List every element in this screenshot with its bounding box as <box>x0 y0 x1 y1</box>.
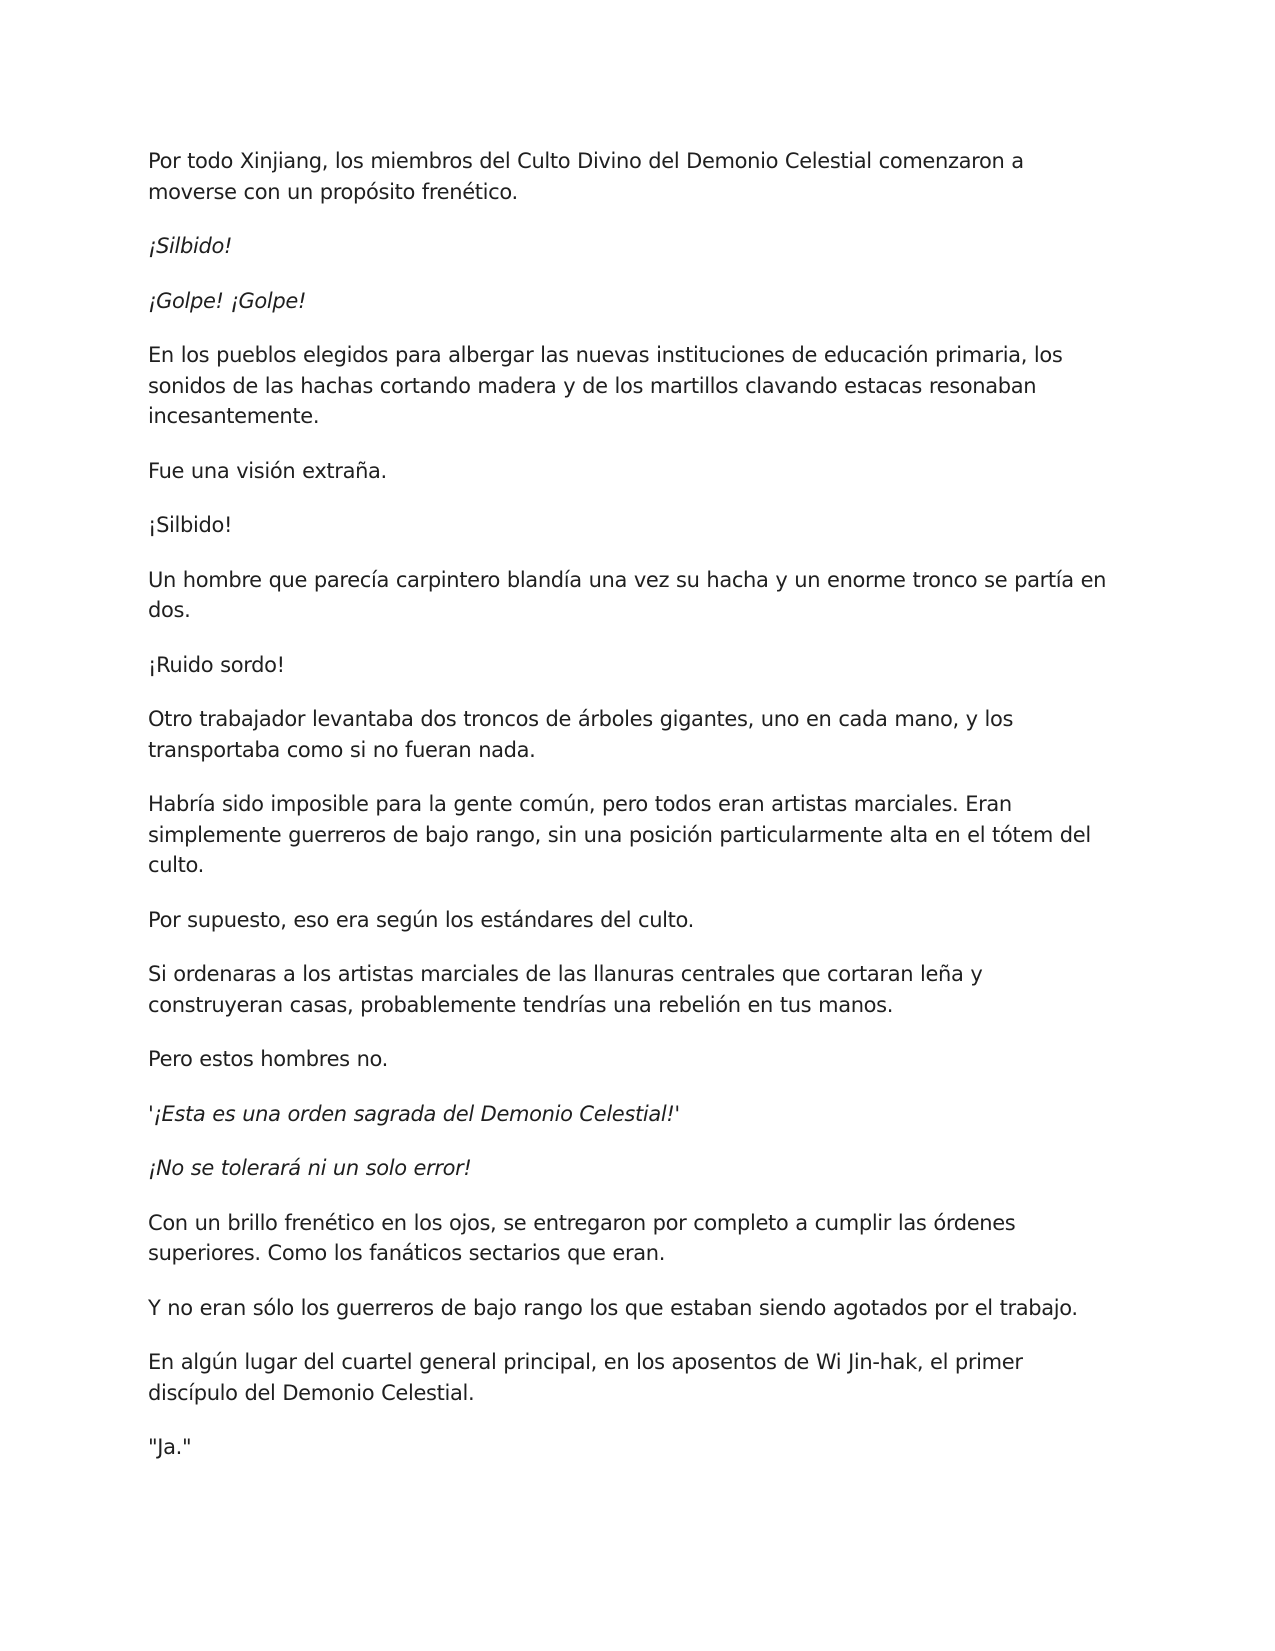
paragraph: Por supuesto, eso era según los estándares del culto. <box>148 907 694 932</box>
paragraph: Un hombre que parecía carpintero blandía una vez su hacha y un enorme tronco se partía en dos. <box>148 567 1107 622</box>
paragraph: ¡No se tolerará ni un solo error! <box>148 1156 472 1180</box>
paragraph: ¡Golpe! ¡Golpe! <box>148 288 307 313</box>
paragraph: Con un brillo frenético en los ojos, se entregaron por completo a cumplir las órdenes superiores. Como los fanáticos sectarios que eran. <box>148 1210 1016 1265</box>
paragraph: '¡Esta es una orden sagrada del Demonio Celestial!' <box>148 1101 680 1126</box>
paragraph: Habría sido imposible para la gente común, pero todos eran artistas marciales. Eran simplemente guerreros de bajo rango, sin una posición particularmente alta en el tótem del culto. <box>148 792 1091 877</box>
paragraph: Fue una visión extraña. <box>148 458 387 483</box>
paragraph: En algún lugar del cuartel general principal, en los aposentos de Wi Jin-hak, el primer discípulo del Demonio Celestial. <box>148 1350 1023 1405</box>
paragraph: Por todo Xinjiang, los miembros del Culto Divino del Demonio Celestial comenzaron a moverse con un propósito frenético. <box>148 149 1024 204</box>
paragraph: ¡Ruido sordo! <box>148 652 285 677</box>
document-body <box>148 146 1108 1487</box>
paragraph: "Ja." <box>148 1435 192 1459</box>
paragraph: ¡Silbido! <box>148 513 233 537</box>
paragraph: ¡Silbido! <box>148 234 233 258</box>
paragraph: Si ordenaras a los artistas marciales de las llanuras centrales que cortaran leña y construyeran casas, probablemente tendrías una rebelión en tus manos. <box>148 962 983 1017</box>
paragraph: Otro trabajador levantaba dos troncos de árboles gigantes, uno en cada mano, y los transportaba como si no fueran nada. <box>148 707 1014 762</box>
paragraph: Pero estos hombres no. <box>148 1047 389 1071</box>
paragraph: Y no eran sólo los guerreros de bajo rango los que estaban siendo agotados por el trabajo. <box>148 1295 1078 1320</box>
paragraph: En los pueblos elegidos para albergar las nuevas instituciones de educación primaria, los sonidos de las hachas cortando madera y de los martillos clavando estacas resonaban incesantemente. <box>148 343 1063 428</box>
